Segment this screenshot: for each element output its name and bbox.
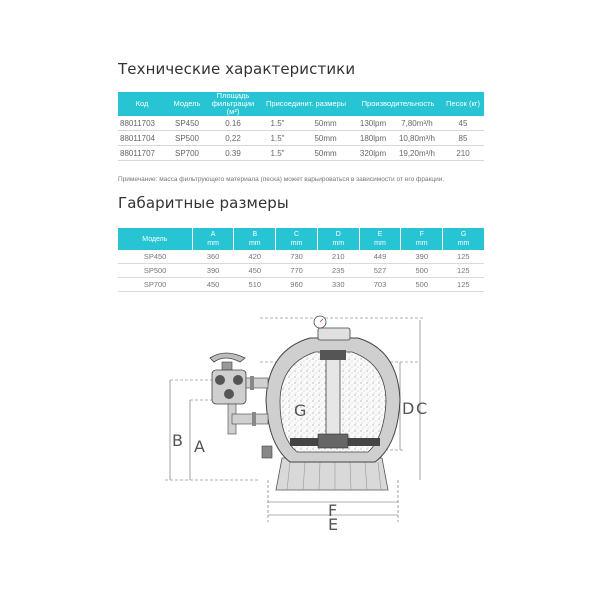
dimensions-header-cell: [234, 228, 276, 250]
top-diffuser: [320, 350, 346, 360]
tech-specs-cell: 88011704: [118, 131, 166, 146]
tech-specs-cell: 210: [442, 146, 484, 161]
dimensions-header-unit: mm: [207, 240, 219, 247]
tech-specs-cell: 1.5": [258, 131, 297, 146]
tech-specs-cell: 45: [442, 116, 484, 131]
dimensions-cell: 450: [192, 278, 234, 292]
dimensions-header-unit: mm: [290, 240, 303, 247]
dimensions-cell: 449: [359, 250, 401, 264]
dimensions-cell: 235: [317, 264, 359, 278]
dimensions-header-unit: mm: [415, 240, 428, 247]
dimensions-cell: 500: [401, 264, 443, 278]
header-model: Модель: [166, 92, 208, 116]
tech-specs-header-row: [118, 92, 484, 116]
dimensions-header-cell: [401, 228, 443, 250]
header-capacity: Производительность: [354, 92, 442, 116]
dimensions-cell: 527: [359, 264, 401, 278]
dimensions-header-unit: mm: [248, 240, 261, 247]
dimensions-cell: SP700: [118, 278, 192, 292]
sand-note: Примечание: масса фильтрующего материала (песка) может варьироваться в зависимости от его фракции.: [118, 176, 445, 183]
dimensions-header-row: [118, 228, 484, 250]
dimensions-header-unit: mm: [457, 240, 470, 247]
filter-lid: [318, 328, 350, 340]
dimensions-row: [118, 264, 484, 278]
dimensions-table: [118, 228, 484, 292]
tech-specs-cell: 88011707: [118, 146, 166, 161]
central-pipe: [326, 355, 340, 447]
dimensions-header-name: A: [210, 231, 216, 238]
dimensions-header-name: G: [460, 231, 467, 238]
tech-specs-cell: 85: [442, 131, 484, 146]
dimensions-header-cell: [276, 228, 318, 250]
dimensions-cell: 420: [234, 250, 276, 264]
dimensions-cell: 125: [443, 250, 484, 264]
dimensions-header-name: E: [377, 231, 383, 238]
header-connection: Присоединит. размеры: [258, 92, 354, 116]
dimensions-row: [118, 250, 484, 264]
dimensions-cell: 703: [359, 278, 401, 292]
dimensions-cell: 450: [234, 264, 276, 278]
tech-specs-cell: 0.39: [208, 146, 258, 161]
tech-specs-table: [118, 92, 484, 161]
dimensions-header-cell: [192, 228, 234, 250]
tech-specs-cell: SP700: [166, 146, 208, 161]
dimensions-header-name: B: [252, 231, 258, 238]
dim-label-b: B: [172, 431, 183, 450]
dim-label-g: G: [294, 401, 307, 420]
dimensions-cell: 210: [317, 250, 359, 264]
dimensions-cell: 500: [401, 278, 443, 292]
dimensions-header-name: Модель: [142, 235, 168, 243]
filter-diagram: [150, 310, 450, 535]
tech-specs-title: Технические характеристики: [118, 60, 356, 78]
dimensions-cell: 125: [443, 278, 484, 292]
dimensions-cell: 770: [276, 264, 318, 278]
tech-specs-cell: SP450: [166, 116, 208, 131]
tech-specs-cell: SP500: [166, 131, 208, 146]
tech-specs-cell: 1.5": [258, 116, 297, 131]
tech-specs-cell: 7,80m³/h: [392, 116, 442, 131]
filter-base: [276, 458, 388, 490]
tech-specs-cell: 50mm: [297, 131, 354, 146]
tech-specs-cell: 0.16: [208, 116, 258, 131]
dimensions-cell: SP450: [118, 250, 192, 264]
dimensions-cell: 510: [234, 278, 276, 292]
dimensions-cell: 960: [276, 278, 318, 292]
tech-specs-cell: 19,20m³/h: [392, 146, 442, 161]
dimensions-row: [118, 278, 484, 292]
tech-specs-row: [118, 116, 484, 131]
tech-specs-row: [118, 131, 484, 146]
header-filter-area: Площадь фильтрации (м²): [208, 92, 258, 116]
tech-specs-cell: 50mm: [297, 116, 354, 131]
dimensions-header-cell: [443, 228, 484, 250]
dimensions-header-name: F: [419, 231, 424, 238]
dimensions-header-name: C: [294, 231, 300, 238]
dim-label-d: D: [402, 399, 415, 418]
dimensions-header-unit: mm: [374, 240, 386, 247]
dimensions-cell: 360: [192, 250, 234, 264]
tech-specs-cell: 130lpm: [354, 116, 392, 131]
header-code: Код: [118, 92, 166, 116]
dimensions-header-name: D: [335, 231, 341, 238]
dimensions-header-cell: [359, 228, 401, 250]
tech-specs-cell: 10,80m³/h: [392, 131, 442, 146]
dimensions-cell: 330: [317, 278, 359, 292]
header-sand: Песок (кг): [442, 92, 484, 116]
tech-specs-cell: 0,22: [208, 131, 258, 146]
dimensions-cell: 730: [276, 250, 318, 264]
dim-label-e: E: [328, 515, 339, 534]
tech-specs-cell: 50mm: [297, 146, 354, 161]
tech-specs-cell: 180lpm: [354, 131, 392, 146]
dim-label-c: C: [416, 399, 428, 418]
dim-label-a: A: [194, 437, 205, 456]
dimensions-cell: 390: [401, 250, 443, 264]
tech-specs-cell: 320lpm: [354, 146, 392, 161]
tech-specs-cell: 1.5": [258, 146, 297, 161]
tech-specs-row: [118, 146, 484, 161]
dimensions-cell: SP500: [118, 264, 192, 278]
dimensions-header-cell: [118, 228, 192, 250]
dimensions-header-cell: [317, 228, 359, 250]
dimensions-header-unit: mm: [332, 240, 345, 247]
dimensions-title: Габаритные размеры: [118, 194, 289, 212]
dim-label-f: F: [328, 501, 338, 520]
tech-specs-cell: 88011703: [118, 116, 166, 131]
multiport-valve: [210, 353, 272, 458]
dimensions-cell: 390: [192, 264, 234, 278]
dimensions-cell: 125: [443, 264, 484, 278]
